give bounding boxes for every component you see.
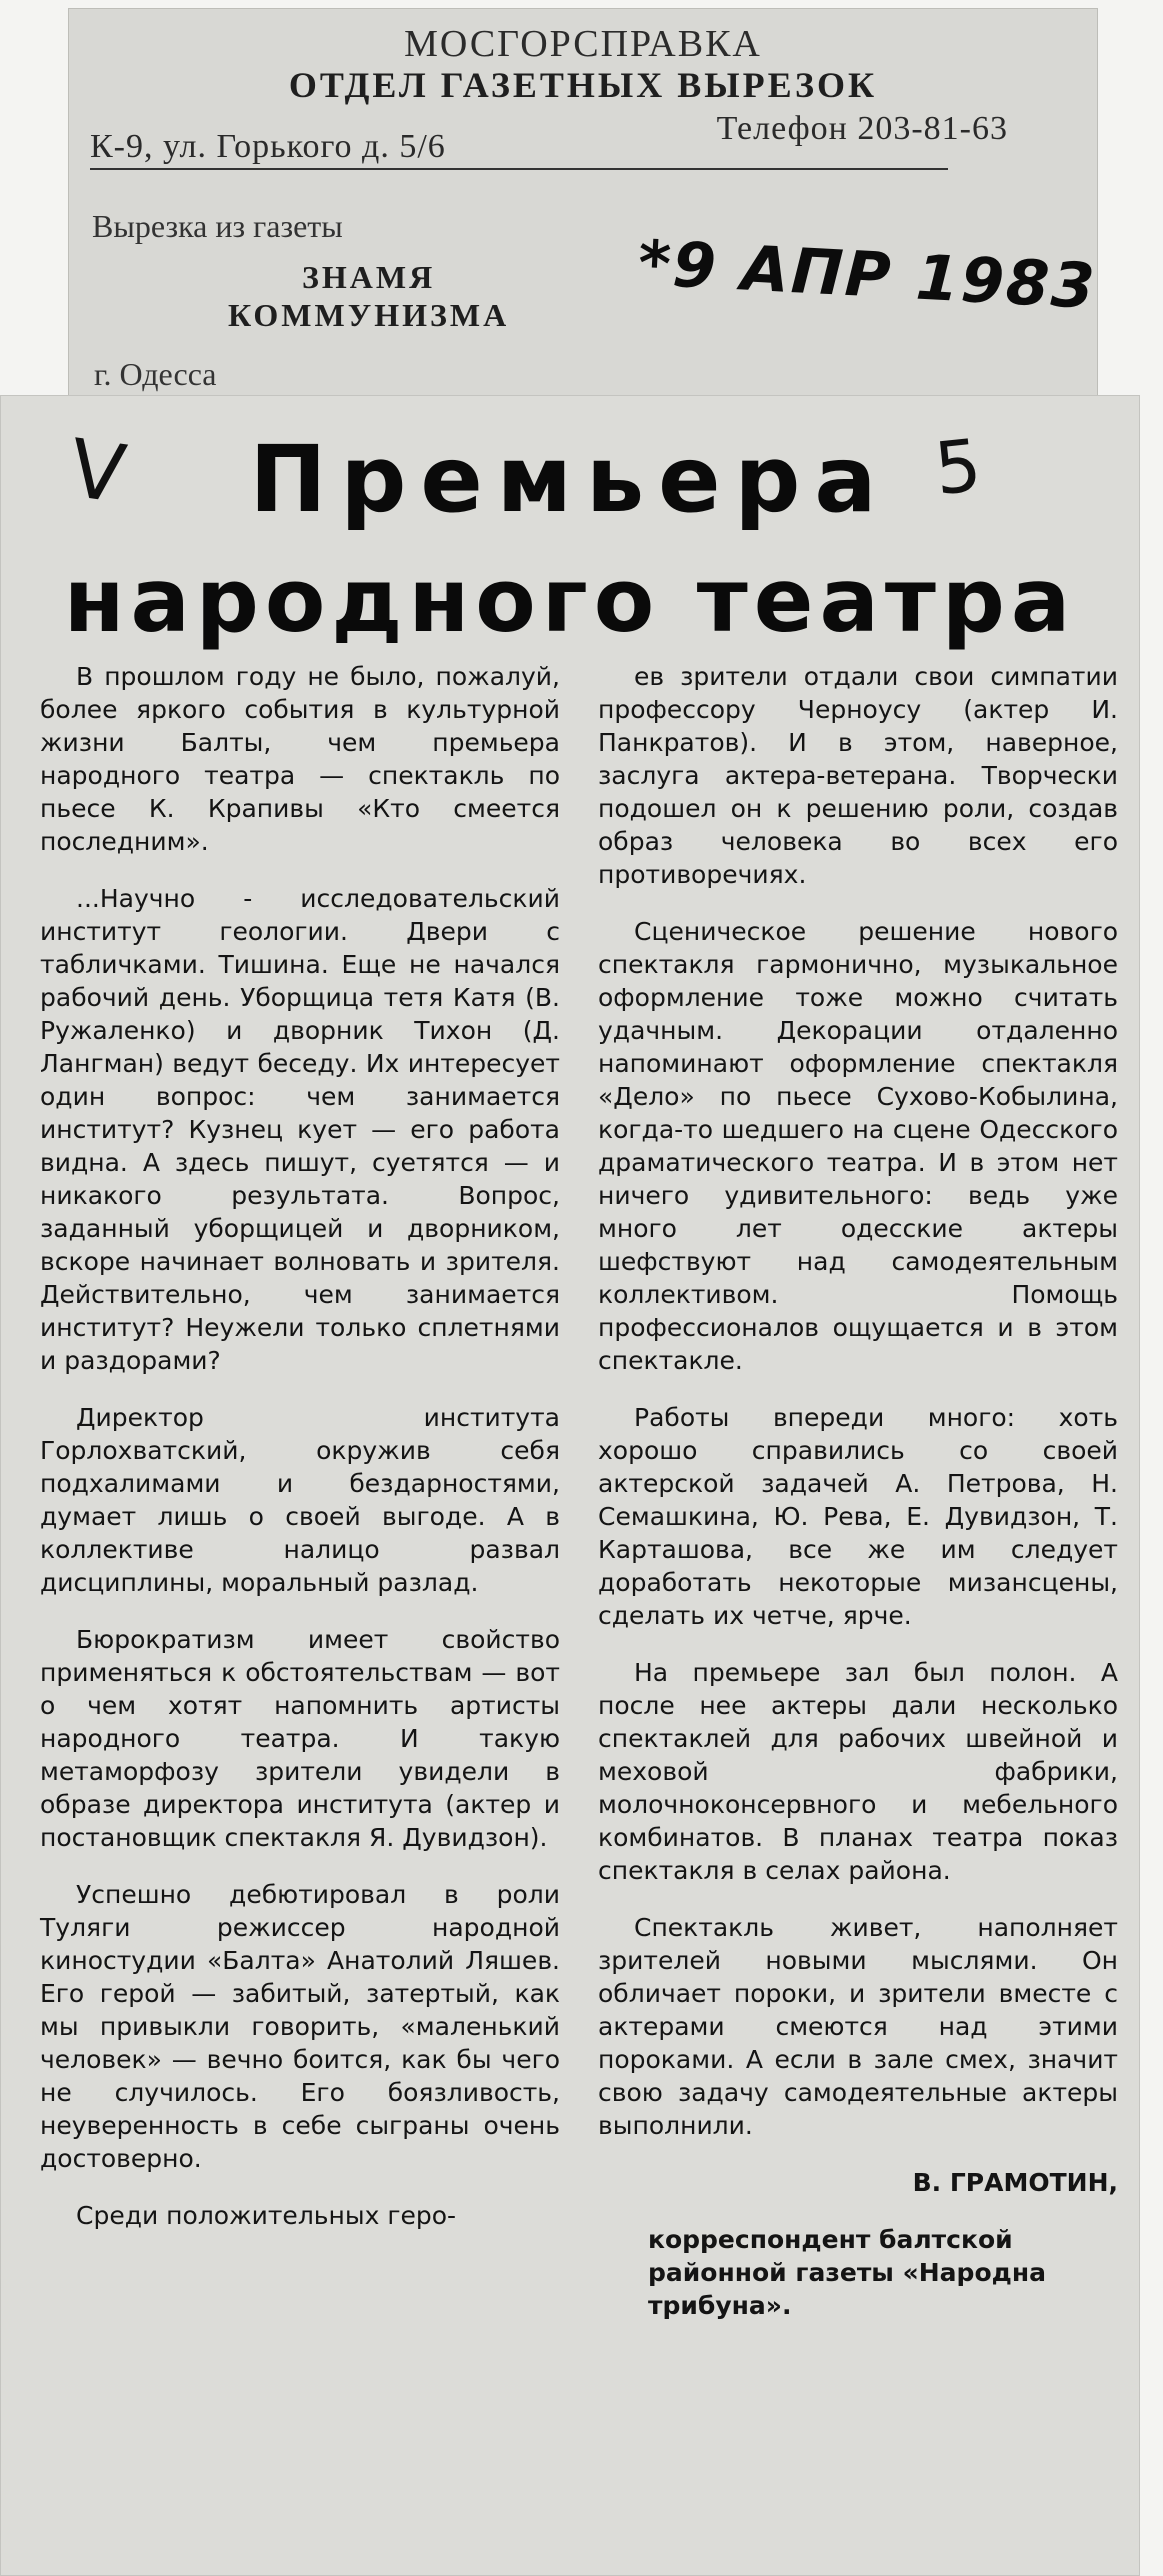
stamp-newspaper-name	[228, 258, 509, 334]
paragraph: Сценическое решение нового спектакля гармонично, музыкальное оформление тоже можно считать удачным. Декорации отдаленно напоминают оформление спектакля «Дело» по пьесе Сухово-Кобылина, когда-то шедшего на сцене Одесского драматического театра. И в этом нет ничего удивительного: ведь уже много лет одесские актеры шефствуют над самодеятельным коллективом. Помощь профессионалов ощущается и в этом спектакле.	[598, 917, 1118, 1375]
checkmark-icon: V	[63, 421, 131, 522]
newspaper-clipping	[0, 395, 1140, 2576]
article-author-title: корреспондент балтской районной газеты «Народна трибуна».	[648, 2225, 1046, 2320]
article-column-left	[40, 660, 560, 2256]
archive-stamp	[68, 8, 1098, 398]
stamp-department: ОТДЕЛ ГАЗЕТНЫХ ВЫРЕЗОК	[288, 65, 878, 105]
paragraph: Бюрократизм имеет свойство применяться к обстоятельствам — вот о чем хотят напомнить артисты народного театра. И такую метаморфозу зрители увидели в образе директора института (актер и постановщик спектакля Я. Дувидзон).	[40, 1625, 560, 1852]
stamp-org: МОСГОРСПРАВКА	[404, 23, 762, 65]
paragraph: На премьере зал был полон. А после нее актеры дали несколько спектаклей для рабочих швейной и меховой фабрики, молочноконсервного и мебельного комбинатов. В планах театра показ спектакля в селах района.	[598, 1658, 1118, 1885]
article-author: В. ГРАМОТИН,	[912, 2168, 1118, 2197]
paragraph: Среди положительных геро-	[76, 2201, 457, 2230]
stamp-divider	[90, 168, 948, 170]
handwritten-page-number: 5	[930, 422, 986, 512]
stamp-cut-label: Вырезка из газеты	[92, 208, 343, 244]
newspaper-name-line1: ЗНАМЯ	[301, 259, 436, 295]
headline-line2: народного театра	[63, 549, 1077, 652]
headline-line1: Премьера	[249, 426, 891, 533]
paragraph: В прошлом году не было, пожалуй, более яркого события в культурной жизни Балты, чем премьера народного театра — спектакль по пьесе К. Крапивы «Кто смеется последним».	[40, 662, 560, 856]
newspaper-name-line2: КОММУНИЗМА	[228, 297, 510, 333]
paragraph: ...Научно - исследовательский институт геологии. Двери с табличками. Тишина. Еще не начался рабочий день. Уборщица тетя Катя (В. Ружаленко) и дворник Тихон (Д. Лангман) ведут беседу. Их интересует один вопрос: чем занимается институт? Кузнец кует — его работа видна. А здесь пишут, суетятся — и никакого результата. Вопрос, заданный уборщицей и дворником, вскоре начинает волновать и зрителя. Действительно, чем занимается институт? Неужели только сплетнями и раздорами?	[40, 884, 560, 1375]
stamp-city: г. Одесса	[94, 356, 217, 392]
paragraph: Спектакль живет, наполняет зрителей новыми мыслями. Он обличает пороки, и зрители вместе с актерами смеются над этими пороками. А если в зале смех, значит свою задачу самодеятельные актеры выполнили.	[598, 1913, 1118, 2140]
stamp-phone: Телефон 203-81-63	[716, 110, 1008, 147]
article-column-right	[598, 660, 1118, 2346]
handwritten-date: *9 АПР 1983	[636, 226, 1099, 323]
article-headline	[0, 422, 1140, 661]
paragraph: ев зрители отдали свои симпатии профессору Черноусу (актер И. Панкратов). И в этом, наверное, заслуга актера-ветерана. Творчески подошел он к решению роли, создав образ человека во всех его противоречиях.	[598, 662, 1118, 889]
paragraph: Директор института Горлохватский, окружив себя подхалимами и бездарностями, думает лишь о своей выгоде. А в коллективе налицо развал дисциплины, моральный разлад.	[40, 1403, 560, 1597]
paragraph: Работы впереди много: хоть хорошо справились со своей актерской задачей А. Петрова, Н. Семашкина, Ю. Рева, Е. Дувидзон, Т. Карташова, все же им следует доработать некоторые мизансцены, сделать их четче, ярче.	[598, 1403, 1118, 1630]
stamp-address: К-9, ул. Горького д. 5/6	[90, 128, 446, 165]
paragraph: Успешно дебютировал в роли Туляги режиссер народной киностудии «Балта» Анатолий Ляшев. Его герой — забитый, затертый, как мы привыкли говорить, «маленький человек» — вечно боится, как бы чего не случилось. Его боязливость, неуверенность в себе сыграны очень достоверно.	[40, 1880, 560, 2173]
